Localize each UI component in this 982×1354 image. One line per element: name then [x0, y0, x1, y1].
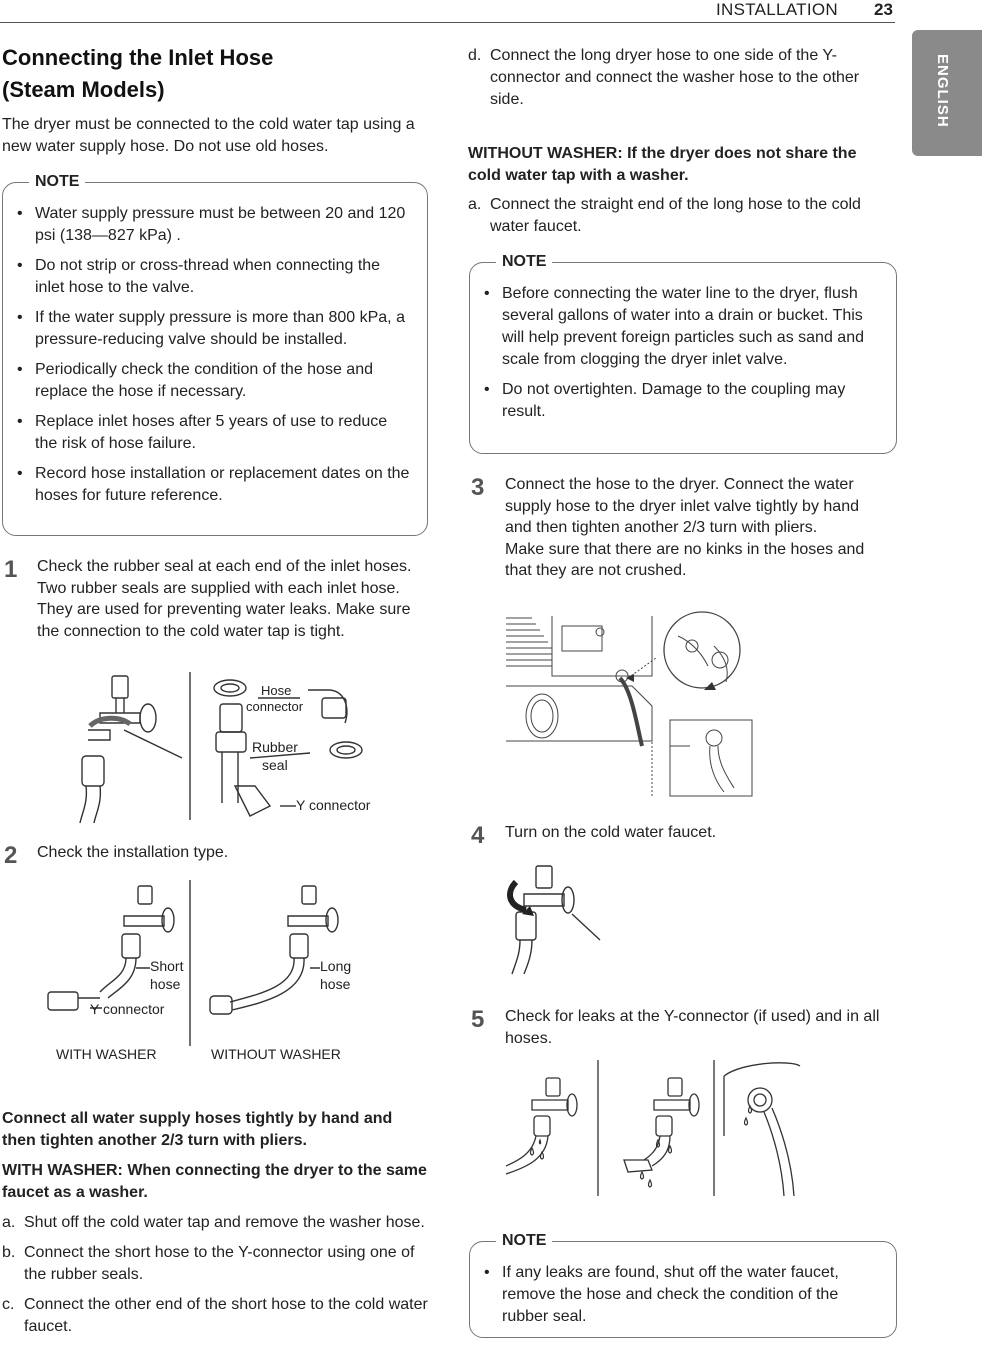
note-list [470, 283, 882, 431]
without-washer-heading: WITHOUT WASHER: If the dryer does not share the cold water tap with a washer. [468, 145, 857, 184]
title-line-1: Connecting the Inlet Hose [2, 45, 274, 70]
item-text: Connect the short hose to the Y-connector using one of the rubber seals. [24, 1244, 415, 1283]
note-box-1 [2, 173, 428, 536]
long-hose-label-2: hose [320, 976, 351, 992]
note-item: • Record hose installation or replacement dates on the hoses for future reference. [3, 463, 413, 507]
y-connector-label: Y connector [296, 797, 371, 813]
short-hose-label-1: Short [150, 958, 184, 974]
installation-type-figure [40, 876, 380, 1068]
note-item: • Water supply pressure must be between 20 and 120 psi (138—827 kPa) . [3, 203, 413, 247]
step-text: Turn on the cold water faucet. [505, 824, 717, 841]
header-rule [0, 22, 895, 23]
list-item [468, 45, 888, 111]
note-title: NOTE [29, 172, 85, 192]
leak-check-figure [502, 1056, 802, 1198]
page-number: 23 [874, 0, 893, 19]
note-item: • Do not overtighten. Damage to the coupling may result. [470, 379, 882, 423]
faucet-figure [502, 862, 606, 976]
step-number: 5 [471, 1006, 485, 1033]
list-item [2, 1212, 432, 1234]
rubber-seal-label-1: Rubber [252, 739, 298, 755]
step-text: Check for leaks at the Y-connector (if used) and in all hoses. [505, 1008, 880, 1047]
item-text: Connect the other end of the short hose to the cold water faucet. [24, 1296, 428, 1335]
note-item: • If the water supply pressure is more than 800 kPa, a pressure-reducing valve should be installed. [3, 307, 413, 351]
note-item: • Replace inlet hoses after 5 years of use to reduce the risk of hose failure. [3, 411, 413, 455]
with-washer-heading: WITH WASHER: When connecting the dryer to the same faucet as a washer. [2, 1162, 427, 1201]
note-item: • If any leaks are found, shut off the water faucet, remove the hose and check the condition of the rubber seal. [470, 1262, 882, 1328]
with-washer-steps [2, 1212, 432, 1346]
with-washer-caption: WITH WASHER [56, 1046, 157, 1062]
item-text: Connect the long dryer hose to one side of the Y-connector and connect the washer hose to the other side. [490, 47, 860, 108]
hose-connector-label-1: Hose [261, 683, 292, 698]
step-number: 4 [471, 822, 485, 849]
without-washer-steps [468, 194, 888, 246]
note-title: NOTE [496, 252, 552, 272]
intro-text: The dryer must be connected to the cold water tap using a new water supply hose. Do not use old hoses. [2, 116, 415, 155]
step-text: Check the rubber seal at each end of the inlet hoses. Two rubber seals are supplied with each inlet hose. They are used for preventing water leaks. Make sure the connection to the cold water tap is tight. [37, 558, 412, 640]
step-number: 1 [4, 556, 18, 583]
step-text: Check the installation type. [37, 844, 229, 861]
dryer-connection-figure [502, 606, 762, 798]
item-letter: b. [2, 1244, 16, 1261]
title-line-2: (Steam Models) [2, 77, 165, 102]
item-letter: c. [2, 1296, 15, 1313]
language-tab [912, 30, 982, 156]
item-text: Connect the straight end of the long hose to the cold water faucet. [490, 196, 861, 235]
tighten-instruction: Connect all water supply hoses tightly by hand and then tighten another 2/3 turn with pliers. [2, 1110, 393, 1149]
note-item: • Periodically check the condition of the hose and replace the hose if necessary. [3, 359, 413, 403]
short-hose-label-2: hose [150, 976, 181, 992]
step-number: 2 [4, 842, 18, 869]
list-item [2, 1242, 432, 1286]
item-letter: a. [2, 1214, 16, 1231]
without-washer-caption: WITHOUT WASHER [211, 1046, 341, 1062]
rubber-seal-label-2: seal [262, 757, 288, 773]
step-number: 3 [471, 474, 485, 501]
language-tab-label: ENGLISH [934, 54, 951, 128]
step-text-part-1: Connect the hose to the dryer. Connect the water supply hose to the dryer inlet valve tightly by hand and then tighten another 2/3 turn with pliers. [505, 476, 859, 536]
note-item: • Do not strip or cross-thread when connecting the inlet hose to the valve. [3, 255, 413, 299]
list-item [2, 1294, 432, 1338]
note-box-2 [469, 253, 897, 454]
step-text [505, 474, 890, 582]
washer-step-d [468, 45, 888, 119]
page-title [2, 42, 273, 106]
item-text: Shut off the cold water tap and remove the washer hose. [24, 1214, 425, 1231]
step-text-part-2: Make sure that there are no kinks in the hoses and that they are not crushed. [505, 540, 865, 579]
note-box-3 [469, 1232, 897, 1338]
item-letter: d. [468, 47, 482, 64]
note-list [3, 203, 413, 515]
rubber-seal-figure [60, 668, 400, 826]
long-hose-label-1: Long [320, 958, 352, 974]
list-item [468, 194, 888, 238]
item-letter: a. [468, 196, 482, 213]
note-title: NOTE [496, 1231, 552, 1251]
note-list [470, 1262, 882, 1336]
note-item: • Before connecting the water line to the dryer, flush several gallons of water into a drain or bucket. This will help prevent foreign particles such as sand and scale from clogging the dryer inlet valve. [470, 283, 882, 371]
section-title: INSTALLATION [716, 0, 838, 19]
hose-connector-label-2: connector [246, 699, 304, 714]
y-connector-label: Y connector [90, 1001, 165, 1017]
